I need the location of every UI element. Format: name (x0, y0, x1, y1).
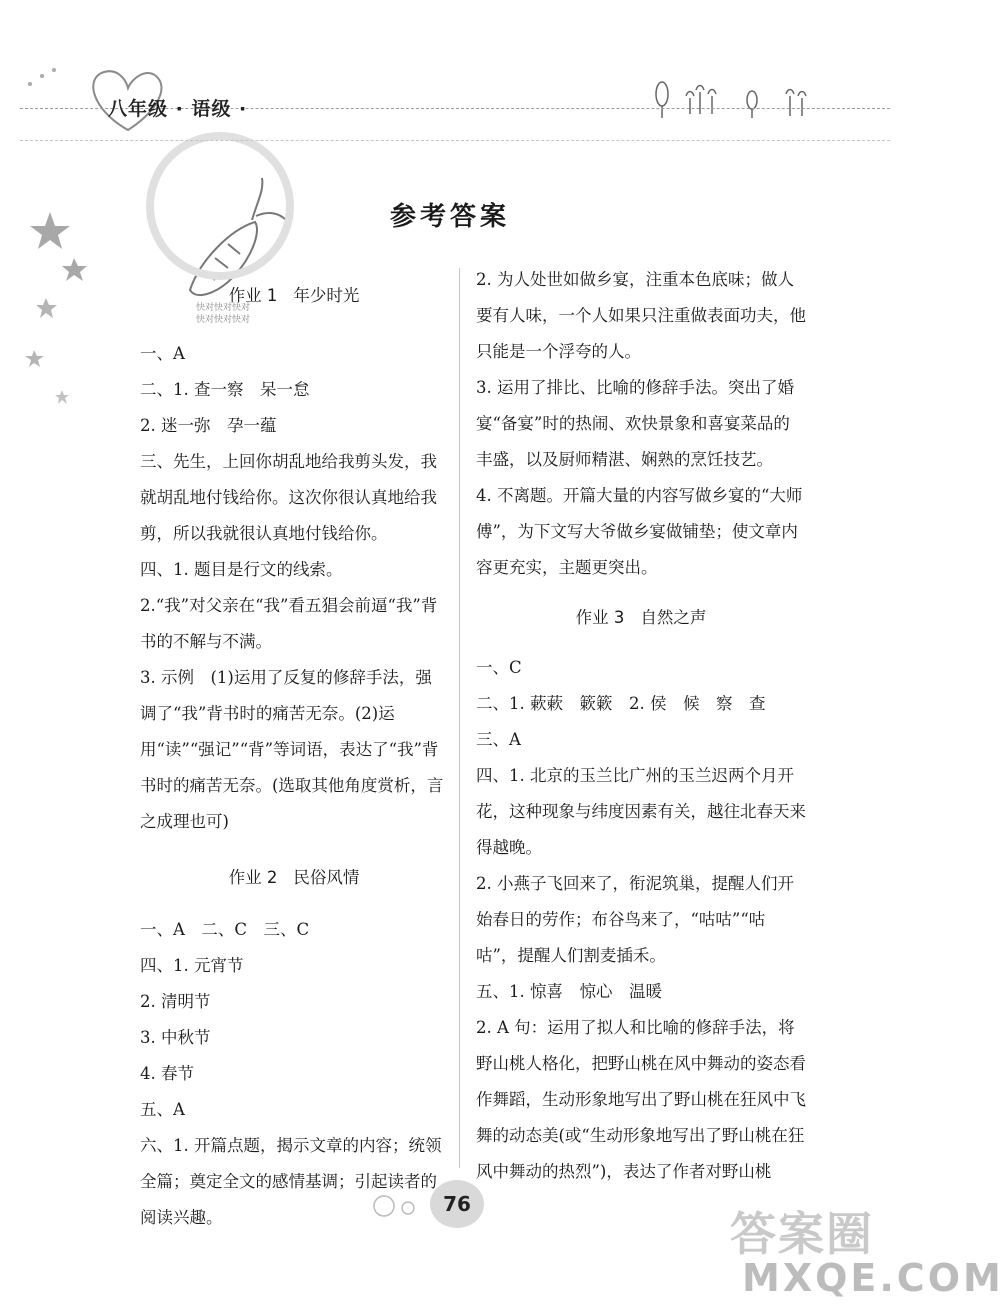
section-heading: 作业 2 民俗风情 (228, 868, 360, 887)
grade-subject-label: 八年级 · 语级 · (108, 98, 248, 120)
answer-line: 4. 春节 (140, 1064, 194, 1083)
answer-line: 四、1. 题目是行文的线索。 (140, 560, 343, 579)
watermark-text: 快对快对快对 快对快对快对 (196, 303, 251, 325)
star-icon (55, 390, 69, 404)
page-number-badge (430, 1180, 486, 1230)
answer-line: 一、C (476, 658, 522, 677)
answer-line: 一、A 二、C 三、C (140, 920, 310, 939)
column-divider (459, 268, 460, 1168)
star-icon (25, 350, 44, 367)
answer-line: 四、1. 元宵节 (140, 956, 244, 975)
answer-line: 五、A (140, 1100, 185, 1119)
answer-line: 二、1. 蔌蔌 簌簌 2. 侯 候 察 查 (476, 694, 766, 713)
left-column (140, 262, 448, 1236)
answer-line: 2. A 句：运用了拟人和比喻的修辞手法，将野山桃人格化，把野山桃在风中舞动的姿态看作舞蹈，生动形象地写出了野山桃在狂风中飞舞的动态美(或“生动形象地写出了野山桃在狂风中舞动的热烈”)，表达了作者对野山桃 (476, 1018, 806, 1181)
answer-line: 二、1. 查一察 呆一怠 (140, 380, 310, 399)
star-icon (62, 258, 87, 281)
answer-line: 三、先生，上回你胡乱地给我剪头发，我就胡乱地付钱给你。这次你很认真地给我剪，所以我就很认真地付钱给你。 (140, 452, 437, 543)
answer-line: 2. 为人处世如做乡宴，注重本色底味；做人要有人味，一个人如果只注重做表面功夫，他只能是一个浮夸的人。 (476, 270, 806, 361)
answer-line: 2. 清明节 (140, 992, 211, 1011)
footer-bubbles (370, 1186, 430, 1226)
star-icon (36, 298, 57, 318)
page-number: 76 (430, 1180, 484, 1228)
section-heading: 作业 3 自然之声 (575, 608, 707, 627)
answer-line: 3. 运用了排比、比喻的修辞手法。突出了婚宴“备宴”时的热闹、欢快景象和喜宴菜品的丰盛，以及厨师精湛、娴熟的烹饪技艺。 (476, 378, 794, 469)
page-title: 参考答案 (389, 202, 510, 232)
answer-line: 2. 小燕子飞回来了，衔泥筑巢，提醒人们开始春日的劳作；布谷鸟来了，“咕咕”“咕咕”，提醒人们割麦插禾。 (476, 874, 794, 965)
answer-line: 4. 不离题。开篇大量的内容写做乡宴的“大师傅”，为下文写大爷做乡宴做铺垫；使文章内容更充实，主题更突出。 (476, 486, 803, 577)
answer-line: 六、1. 开篇点题，揭示文章的内容；统领全篇；奠定全文的感情基调；引起读者的阅读兴趣。 (140, 1136, 442, 1227)
answer-line: 2.“我”对父亲在“我”看五猖会前逼“我”背书的不解与不满。 (140, 596, 438, 651)
answer-line: 3. 示例 (1)运用了反复的修辞手法，强调了“我”背书时的痛苦无奈。(2)运用“读”“强记”“背”等词语，表达了“我”背书时的痛苦无奈。(选取其他角度赏析，言之成理也可) (140, 668, 444, 831)
right-column (476, 262, 806, 1190)
plant-icon (656, 82, 806, 118)
section-heading: 作业 1 年少时光 (228, 286, 360, 305)
answer-line: 3. 中秋节 (140, 1028, 211, 1047)
answer-line: 四、1. 北京的玉兰比广州的玉兰迟两个月开花，这种现象与纬度因素有关，越往北春天来得越晚。 (476, 766, 806, 857)
answer-line: 2. 迷一弥 孕一蕴 (140, 416, 277, 435)
answer-line: 三、A (476, 730, 521, 749)
header-rule-2 (20, 140, 890, 141)
watermark-url: MXQE.COM (742, 1256, 1004, 1300)
answer-line: 一、A (140, 344, 185, 363)
watermark-logo-text: 答案圈 (730, 1207, 874, 1261)
answer-line: 五、1. 惊喜 惊心 温暖 (476, 982, 662, 1001)
